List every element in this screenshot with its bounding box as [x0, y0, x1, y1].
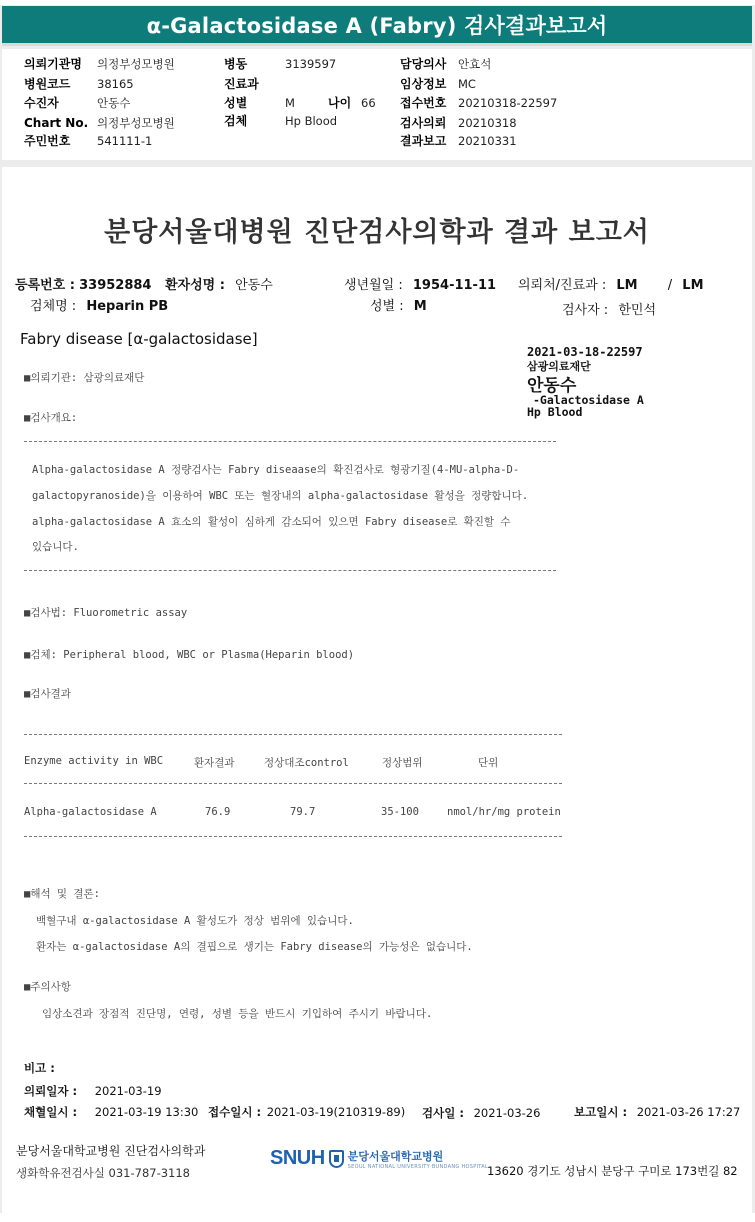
bottom-margin	[0, 1213, 755, 1222]
dept-value-1: LM	[616, 278, 638, 293]
collect-label: 채혈일시 :	[24, 1105, 78, 1119]
table-header-cell: 환자결과	[194, 757, 235, 769]
remarks-label-text: 비고 :	[24, 1061, 55, 1075]
patient-label: 환자성명 :	[165, 278, 225, 293]
info-value: 의정부성모병원	[97, 116, 175, 130]
registration-number	[15, 274, 151, 293]
notes-line: 임상소견과 장점적 진단명, 연령, 성별 등을 반드시 기입하여 주시기 바랍니다.	[42, 1008, 433, 1020]
age-key: 나이	[328, 96, 352, 110]
referring-department	[518, 274, 704, 293]
receipt-datetime	[208, 1104, 405, 1120]
label-specimen: Hp Blood	[527, 405, 583, 419]
reg-label: 등록번호 :	[15, 278, 75, 293]
collection-datetime	[24, 1104, 198, 1120]
info-row	[24, 94, 224, 112]
info-key: 결과보고	[400, 134, 447, 148]
info-key: Chart No.	[24, 116, 89, 130]
logo-name-en: SEOUL NATIONAL UNIVERSITY BUNDANG HOSPITAL	[347, 1163, 489, 1170]
specimen-label: 검체명 :	[30, 299, 77, 314]
test-date-label: 검사일 :	[422, 1106, 464, 1120]
label-accession: 2021-03-18-22597	[527, 345, 643, 359]
info-value: 20210318	[458, 116, 517, 130]
patient-value: 안동수	[235, 278, 273, 293]
footer-lab-phone: 생화학유전검사실 031-787-3118	[16, 1166, 190, 1180]
request-date	[24, 1083, 162, 1099]
info-value: 3139597	[285, 57, 337, 71]
institution-line: ■의뢰기관: 삼광의료재단	[24, 372, 145, 384]
patient-name	[165, 274, 273, 293]
overview-line: galactopyranoside)을 이용하여 WBC 또는 혈장내의 alpha-galactosidase 활성을 정량합니다.	[32, 490, 529, 502]
info-key: 담당의사	[400, 57, 447, 71]
logo-mark: SNUH	[270, 1147, 325, 1169]
info-row	[24, 132, 224, 150]
info-row	[224, 55, 394, 73]
overview-line: Alpha-galactosidase A 정량검사는 Fabry diseaase의 확진검사로 형광기질(4-MU-alpha-D-	[32, 464, 520, 476]
info-value: MC	[458, 77, 476, 91]
info-value: 541111-1	[97, 134, 153, 148]
info-key: 병원코드	[24, 77, 71, 91]
overview-title: ■검사개요:	[24, 412, 78, 424]
info-row	[400, 75, 600, 93]
report-date-value: 2021-03-26 17:27	[636, 1105, 741, 1119]
specimen-line: ■검체: Peripheral blood, WBC or Plasma(Heparin blood)	[24, 649, 355, 661]
sex-value: M	[413, 299, 427, 314]
tester-value: 한민석	[618, 303, 657, 318]
info-value: 20210318-22597	[458, 96, 558, 110]
label-lab: 삼광의료재단	[527, 360, 591, 373]
table-header-cell: 정상범위	[382, 757, 423, 769]
info-key: 주민번호	[24, 134, 71, 148]
report-datetime	[574, 1104, 740, 1120]
info-key: 검체	[224, 114, 248, 128]
info-key: 의뢰기관명	[24, 57, 82, 71]
sex	[370, 295, 427, 314]
footer-address: 13620 경기도 성남시 분당구 구미로 173번길 82	[487, 1164, 738, 1178]
specimen-name	[30, 295, 168, 314]
receipt-label: 접수일시 :	[208, 1105, 262, 1119]
info-row	[24, 75, 224, 93]
info-row	[400, 94, 600, 112]
info-row	[400, 114, 600, 132]
top-strip	[0, 0, 755, 5]
report-header-title: α-Galactosidase A (Fabry) 검사결과보고서	[2, 6, 752, 46]
control-value: 79.7	[290, 806, 316, 818]
report-sheet	[2, 167, 752, 1213]
divider	[24, 783, 562, 784]
unit-cell: nmol/hr/mg protein	[447, 806, 561, 818]
tester-label: 검사자 :	[562, 303, 609, 318]
dept-separator: /	[667, 278, 673, 293]
receipt-value: 2021-03-19(210319-89)	[266, 1105, 406, 1119]
dept-label: 의뢰처/진료과 :	[518, 278, 607, 293]
info-value: 38165	[97, 77, 134, 91]
label-test: -Galactosidase A	[533, 393, 644, 407]
overview-line: alpha-galactosidase A 효소의 활성이 심하게 감소되어 있으면 Fabry disease로 확진할 수	[32, 516, 511, 528]
info-value: 의정부성모병원	[97, 57, 175, 71]
info-row	[224, 75, 394, 93]
specimen-label-sticker	[525, 343, 685, 417]
logo-name	[348, 1148, 488, 1170]
interpretation-title: ■해석 및 결론:	[24, 888, 101, 900]
hospital-emblem-icon	[329, 1150, 344, 1168]
result-title: ■검사결과	[24, 688, 71, 700]
notes-title: ■주의사항	[24, 981, 71, 993]
info-row	[224, 94, 394, 112]
info-key: 수진자	[24, 96, 59, 110]
logo-name-ko: 분당서울대학교병원	[347, 1149, 444, 1163]
info-row	[400, 132, 600, 150]
info-key: 접수번호	[400, 96, 447, 110]
table-header-cell: 단위	[478, 757, 499, 769]
overview-line: 있습니다.	[32, 541, 79, 553]
dob-value: 1954-11-11	[412, 278, 497, 293]
method-line: ■검사법: Fluorometric assay	[24, 607, 188, 619]
req-date-label: 의뢰일자 :	[24, 1084, 78, 1098]
info-key: 검사의뢰	[400, 116, 447, 130]
request-info-panel	[2, 49, 752, 160]
remarks-label	[24, 1060, 55, 1076]
report-date-label: 보고일시 :	[574, 1105, 628, 1119]
divider	[24, 734, 562, 735]
label-patient: 안동수	[527, 376, 577, 396]
interpretation-line: 환자는 α-galactosidase A의 결핍으로 생기는 Fabry disease의 가능성은 없습니다.	[36, 941, 473, 953]
specimen-value: Heparin PB	[86, 299, 169, 314]
report-title: 분당서울대병원 진단검사의학과 결과 보고서	[104, 217, 650, 248]
table-header-cell: Enzyme activity in WBC	[24, 755, 164, 767]
table-cell: Alpha-galactosidase A	[24, 806, 157, 818]
reg-value: 33952884	[79, 278, 152, 293]
collect-value: 2021-03-19 13:30	[94, 1105, 199, 1119]
divider	[24, 441, 556, 442]
patient-result-value: 76.9	[205, 806, 231, 818]
info-row	[24, 55, 224, 73]
info-key: 성별	[224, 96, 248, 110]
test-section-title: Fabry disease [α-galactosidase]	[20, 330, 258, 348]
info-value: 안동수	[97, 96, 131, 110]
info-key: 진료과	[224, 77, 259, 91]
dob-label: 생년월일 :	[344, 278, 403, 293]
divider	[24, 570, 556, 571]
test-date	[422, 1105, 540, 1121]
sex-label: 성별 :	[370, 299, 404, 314]
birth-date	[344, 274, 496, 293]
info-row	[224, 112, 394, 130]
interpretation-line: 백혈구내 α-galactosidase A 활성도가 정상 범위에 있습니다.	[36, 915, 354, 927]
info-row	[400, 55, 600, 73]
info-value: 20210331	[458, 134, 517, 148]
reference-range: 35-100	[381, 806, 419, 818]
hospital-logo	[270, 1147, 488, 1170]
tester	[562, 299, 656, 318]
info-value: M	[285, 96, 295, 110]
info-row	[24, 114, 224, 132]
divider	[24, 836, 562, 837]
age-value: 66	[361, 96, 376, 110]
info-value: 안효석	[458, 57, 492, 71]
info-key: 병동	[224, 57, 248, 71]
req-date-value: 2021-03-19	[94, 1084, 162, 1098]
table-header-cell: 정상대조control	[264, 757, 349, 769]
info-key: 임상정보	[400, 77, 447, 91]
info-value: Hp Blood	[285, 114, 338, 128]
dept-value-2: LM	[682, 278, 704, 293]
test-date-value: 2021-03-26	[473, 1106, 541, 1120]
footer-department: 분당서울대학교병원 진단검사의학과	[16, 1144, 206, 1158]
